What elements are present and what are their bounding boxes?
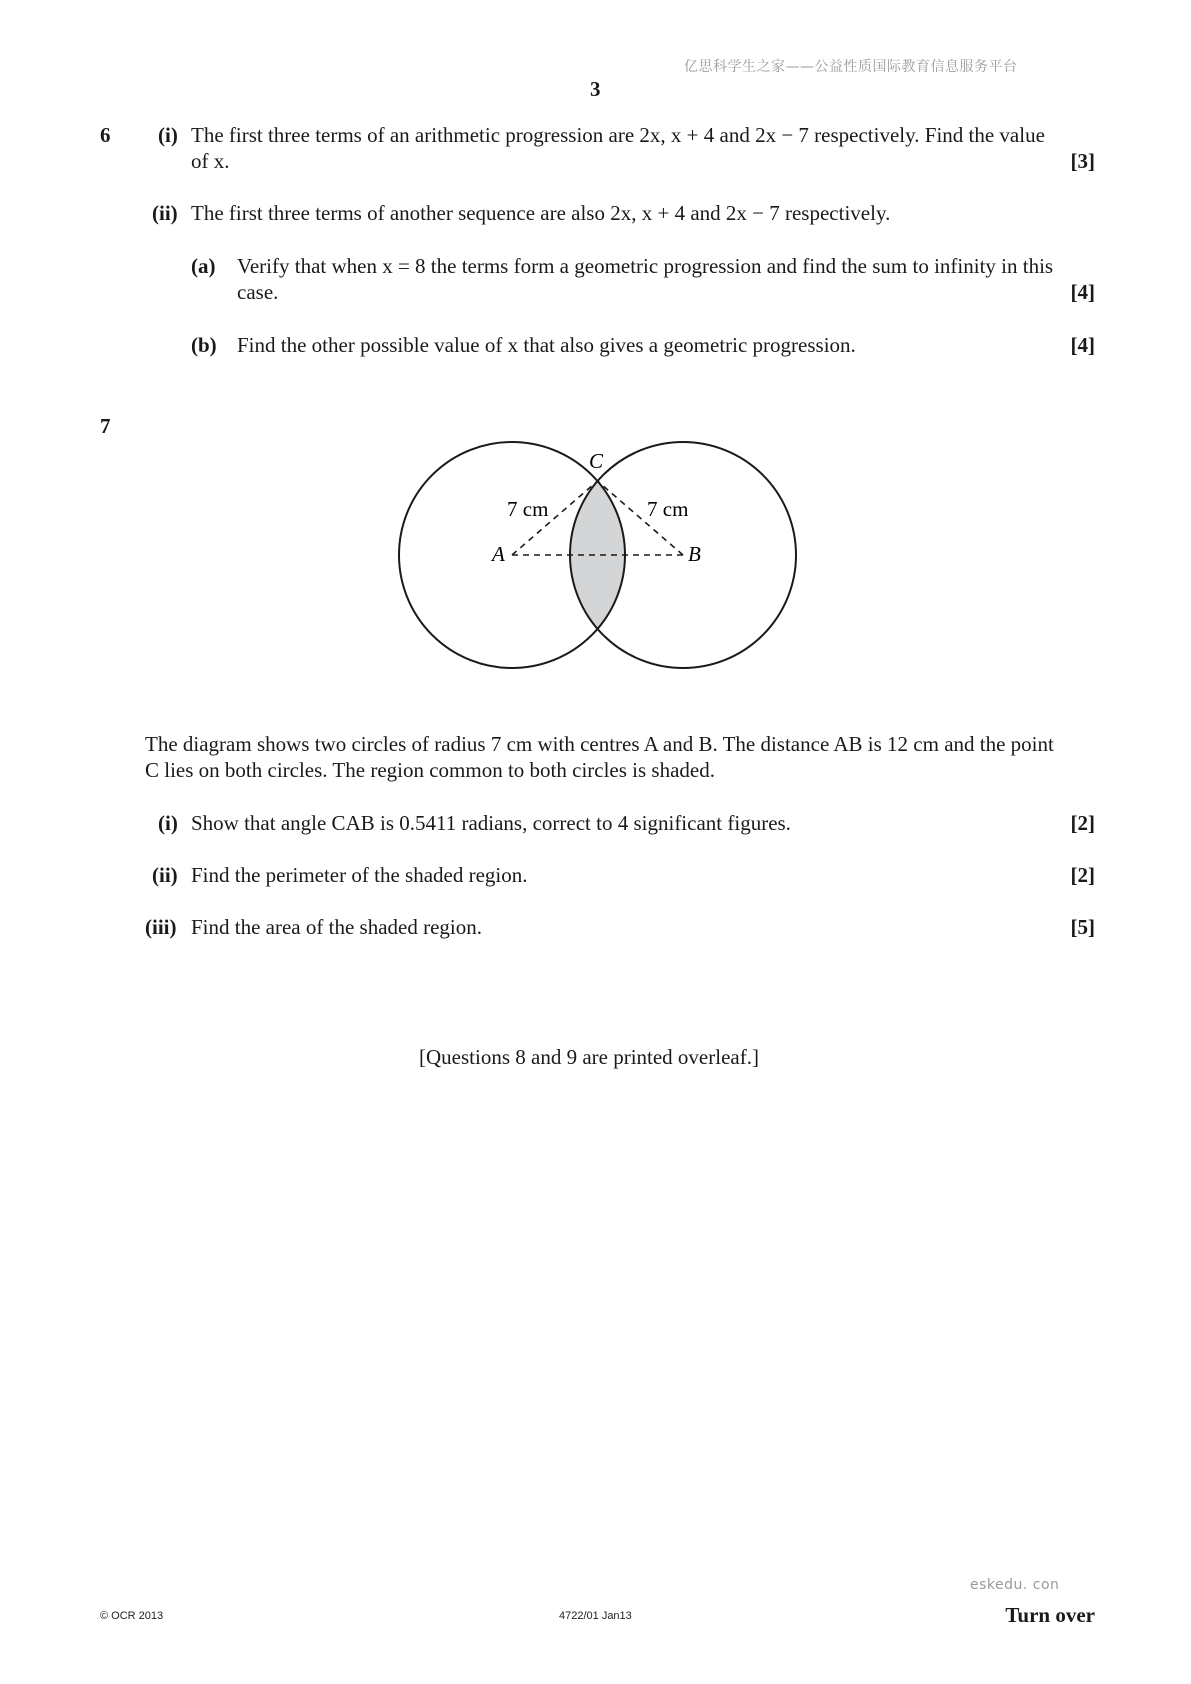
q6-part-i-label: (i)	[158, 123, 178, 147]
q6-part-i-marks: [3]	[1070, 149, 1095, 173]
page-number: 3	[590, 77, 601, 101]
two-circles-diagram	[0, 0, 1191, 700]
q6-part-i-line2: of x.	[191, 149, 230, 173]
q6-part-b-marks: [4]	[1070, 333, 1095, 357]
watermark-footer: eskedu. con	[970, 1577, 1060, 1593]
footer-copyright: © OCR 2013	[100, 1610, 164, 1622]
label-point-c: C	[589, 449, 604, 473]
q6-part-ii-label: (ii)	[152, 201, 178, 225]
q6-part-i-line1: The first three terms of an arithmetic progression are 2x, x + 4 and 2x − 7 respectively. Find the value	[191, 123, 1045, 147]
q6-part-a-line2: case.	[237, 280, 279, 304]
q6-part-a-line1: Verify that when x = 8 the terms form a geometric progression and find the sum to infinity in this	[237, 254, 1054, 278]
q7-part-iii-text: Find the area of the shaded region.	[191, 915, 482, 939]
question-6-number: 6	[100, 123, 111, 147]
q7-intro-line2: C lies on both circles. The region common to both circles is shaded.	[145, 758, 715, 782]
label-length-ac: 7 cm	[507, 497, 549, 521]
q7-part-i-label: (i)	[158, 811, 178, 835]
overleaf-note: [Questions 8 and 9 are printed overleaf.]	[419, 1045, 759, 1069]
q6-part-b-label: (b)	[191, 333, 217, 357]
q7-part-i-marks: [2]	[1070, 811, 1095, 835]
label-point-b: B	[688, 542, 701, 566]
footer-paper-code: 4722/01 Jan13	[559, 1610, 632, 1622]
q7-part-iii-label: (iii)	[145, 915, 177, 939]
label-length-bc: 7 cm	[647, 497, 689, 521]
q6-part-b-text: Find the other possible value of x that also gives a geometric progression.	[237, 333, 856, 357]
question-7-number: 7	[100, 414, 111, 438]
footer-turn-over: Turn over	[1005, 1603, 1095, 1627]
watermark-header: 亿思科学生之家——公益性质国际教育信息服务平台	[684, 59, 1018, 75]
q7-part-ii-marks: [2]	[1070, 863, 1095, 887]
q7-part-ii-label: (ii)	[152, 863, 178, 887]
q7-part-i-text: Show that angle CAB is 0.5411 radians, correct to 4 significant figures.	[191, 811, 791, 835]
q7-part-iii-marks: [5]	[1070, 915, 1095, 939]
q6-part-a-marks: [4]	[1070, 280, 1095, 304]
q7-intro-line1: The diagram shows two circles of radius 7 cm with centres A and B. The distance AB is 12 cm and the point	[145, 732, 1054, 756]
q6-part-a-label: (a)	[191, 254, 216, 278]
q6-part-ii-text: The first three terms of another sequence are also 2x, x + 4 and 2x − 7 respectively.	[191, 201, 891, 225]
q7-part-ii-text: Find the perimeter of the shaded region.	[191, 863, 528, 887]
label-point-a: A	[492, 542, 505, 566]
